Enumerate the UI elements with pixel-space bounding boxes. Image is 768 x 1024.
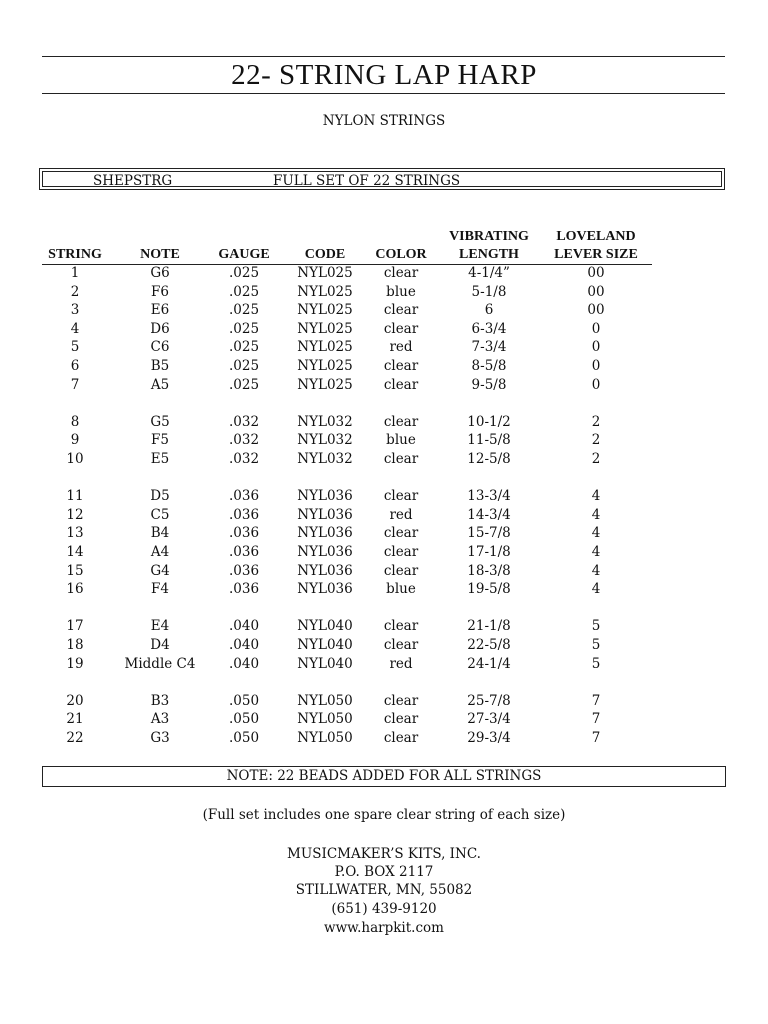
cell-gauge: .032 [228, 451, 260, 467]
cell-note: C5 [150, 506, 170, 523]
cell-string: 19 [66, 655, 84, 672]
cell-string: 3 [70, 302, 80, 319]
cell-code: NYL036 [297, 544, 353, 560]
table-row [0, 284, 768, 302]
cell-string: 14 [66, 544, 84, 560]
header-color: COLOR [375, 247, 427, 262]
company-city: STILLWATER, MN, 55082 [295, 882, 473, 898]
cell-code: NYL036 [297, 581, 353, 598]
cell-color: clear [383, 711, 419, 728]
company-po-box: P.O. BOX 2117 [334, 864, 434, 880]
full-set-box-inner [42, 171, 722, 187]
cell-lever-size: 0 [591, 339, 601, 356]
cell-vibrating-length: 4-1/4” [468, 265, 510, 281]
cell-code: NYL040 [297, 655, 353, 672]
cell-color: clear [383, 451, 419, 467]
cell-note: Middle C4 [124, 655, 196, 672]
cell-gauge: .025 [228, 302, 260, 319]
cell-gauge: .036 [228, 544, 260, 560]
cell-string: 21 [66, 711, 84, 728]
cell-gauge: .036 [228, 488, 260, 505]
cell-gauge: .036 [228, 581, 260, 598]
table-row [0, 302, 768, 320]
cell-string: 6 [70, 358, 80, 374]
company-name: MUSICMAKER’S KITS, INC. [287, 846, 481, 862]
cell-note: E5 [150, 451, 170, 467]
cell-vibrating-length: 8-5/8 [471, 358, 507, 374]
cell-lever-size: 5 [591, 618, 601, 635]
cell-vibrating-length: 22-5/8 [467, 637, 511, 653]
header-gauge: GAUGE [218, 247, 270, 262]
cell-code: NYL032 [297, 432, 353, 449]
full-set-box [39, 168, 725, 190]
cell-color: clear [383, 525, 419, 542]
cell-lever-size: 7 [591, 692, 601, 709]
cell-code: NYL050 [297, 692, 353, 709]
cell-vibrating-length: 6-3/4 [471, 320, 507, 337]
table-row [0, 525, 768, 543]
cell-color: clear [383, 376, 419, 393]
cell-note: A5 [150, 376, 170, 393]
cell-note: G3 [150, 730, 170, 746]
cell-note: B3 [150, 692, 170, 709]
header-code: CODE [304, 247, 346, 262]
cell-lever-size: 2 [591, 413, 601, 430]
cell-note: C6 [150, 339, 170, 356]
cell-code: NYL025 [297, 376, 353, 393]
cell-color: clear [383, 302, 419, 319]
cell-string: 5 [70, 339, 80, 356]
cell-lever-size: 4 [591, 562, 601, 579]
cell-code: NYL025 [297, 320, 353, 337]
cell-color: blue [386, 432, 416, 449]
beads-note-box: NOTE: 22 BEADS ADDED FOR ALL STRINGS [42, 766, 726, 787]
table-row [0, 693, 768, 711]
table-row [0, 377, 768, 395]
cell-vibrating-length: 29-3/4 [467, 730, 511, 746]
table-row [0, 730, 768, 748]
cell-vibrating-length: 15-7/8 [467, 525, 511, 542]
cell-note: D5 [150, 488, 170, 505]
cell-lever-size: 4 [591, 488, 601, 505]
table-row [0, 563, 768, 581]
table-row [0, 618, 768, 636]
cell-note: B4 [150, 525, 170, 542]
cell-code: NYL036 [297, 506, 353, 523]
top-rule [42, 56, 725, 57]
table-row [0, 656, 768, 674]
table-row [0, 488, 768, 506]
company-phone: (651) 439-9120 [331, 901, 437, 917]
cell-string: 7 [70, 376, 80, 393]
cell-color: clear [383, 692, 419, 709]
cell-code: NYL040 [297, 618, 353, 635]
cell-gauge: .025 [228, 376, 260, 393]
cell-vibrating-length: 11-5/8 [467, 432, 511, 449]
cell-string: 9 [70, 432, 80, 449]
cell-string: 12 [66, 506, 84, 523]
cell-lever-size: 7 [591, 730, 601, 746]
table-row [0, 265, 768, 283]
title-underline-rule [42, 93, 725, 94]
cell-string: 11 [66, 488, 84, 505]
cell-string: 17 [66, 618, 84, 635]
cell-gauge: .050 [228, 692, 260, 709]
cell-code: NYL025 [297, 302, 353, 319]
cell-code: NYL036 [297, 562, 353, 579]
cell-color: blue [386, 283, 416, 300]
header-lever-size: LEVER SIZE [554, 247, 638, 262]
cell-gauge: .025 [228, 265, 260, 281]
cell-note: B5 [150, 358, 170, 374]
cell-lever-size: 7 [591, 711, 601, 728]
cell-note: F4 [151, 581, 169, 598]
cell-vibrating-length: 9-5/8 [471, 376, 507, 393]
cell-note: A3 [150, 711, 170, 728]
cell-note: G4 [150, 562, 170, 579]
cell-lever-size: 00 [587, 265, 605, 281]
cell-vibrating-length: 25-7/8 [467, 692, 511, 709]
cell-lever-size: 00 [587, 283, 605, 300]
cell-color: clear [383, 265, 419, 281]
header-string: STRING [48, 247, 102, 262]
cell-gauge: .036 [228, 525, 260, 542]
cell-lever-size: 2 [591, 432, 601, 449]
header-length: LENGTH [459, 247, 519, 262]
cell-gauge: .050 [228, 711, 260, 728]
cell-string: 13 [66, 525, 84, 542]
header-note: NOTE [140, 247, 180, 262]
cell-note: E4 [150, 618, 170, 635]
cell-string: 4 [70, 320, 80, 337]
table-row [0, 321, 768, 339]
cell-string: 1 [70, 265, 80, 281]
table-row [0, 544, 768, 562]
cell-color: clear [383, 320, 419, 337]
cell-note: G6 [150, 265, 170, 281]
cell-vibrating-length: 24-1/4 [467, 655, 511, 672]
cell-string: 8 [70, 413, 80, 430]
cell-color: clear [383, 618, 419, 635]
table-row [0, 339, 768, 357]
cell-note: D6 [150, 320, 170, 337]
cell-vibrating-length: 7-3/4 [471, 339, 507, 356]
cell-gauge: .032 [228, 432, 260, 449]
cell-code: NYL040 [297, 637, 353, 653]
cell-string: 16 [66, 581, 84, 598]
cell-color: clear [383, 413, 419, 430]
company-website: www.harpkit.com [324, 920, 444, 936]
full-set-description: FULL SET OF 22 STRINGS [273, 173, 461, 189]
cell-lever-size: 5 [591, 655, 601, 672]
cell-note: F6 [151, 283, 169, 300]
cell-vibrating-length: 10-1/2 [467, 413, 511, 430]
cell-lever-size: 4 [591, 506, 601, 523]
cell-lever-size: 0 [591, 320, 601, 337]
cell-code: NYL025 [297, 283, 353, 300]
table-row [0, 432, 768, 450]
cell-lever-size: 2 [591, 451, 601, 467]
cell-lever-size: 00 [587, 302, 605, 319]
table-row [0, 637, 768, 655]
header-loveland: LOVELAND [556, 229, 636, 244]
cell-code: NYL050 [297, 711, 353, 728]
full-set-code: SHEPSTRG [93, 173, 173, 189]
cell-gauge: .025 [228, 320, 260, 337]
cell-color: clear [383, 358, 419, 374]
cell-vibrating-length: 14-3/4 [467, 506, 511, 523]
cell-note: F5 [151, 432, 169, 449]
page-title: 22- STRING LAP HARP [231, 59, 537, 91]
cell-lever-size: 5 [591, 637, 601, 653]
cell-code: NYL050 [297, 730, 353, 746]
table-row [0, 507, 768, 525]
cell-color: clear [383, 488, 419, 505]
header-vibrating: VIBRATING [449, 229, 529, 244]
cell-lever-size: 4 [591, 581, 601, 598]
cell-lever-size: 0 [591, 376, 601, 393]
table-row [0, 414, 768, 432]
cell-color: clear [383, 544, 419, 560]
cell-gauge: .025 [228, 339, 260, 356]
cell-color: clear [383, 730, 419, 746]
cell-note: G5 [150, 413, 170, 430]
cell-string: 2 [70, 283, 80, 300]
cell-vibrating-length: 27-3/4 [467, 711, 511, 728]
cell-color: clear [383, 562, 419, 579]
cell-vibrating-length: 12-5/8 [467, 451, 511, 467]
cell-string: 20 [66, 692, 84, 709]
page-subtitle: NYLON STRINGS [322, 113, 446, 129]
cell-code: NYL032 [297, 451, 353, 467]
cell-string: 10 [66, 451, 84, 467]
cell-vibrating-length: 13-3/4 [467, 488, 511, 505]
cell-vibrating-length: 21-1/8 [467, 618, 511, 635]
cell-lever-size: 4 [591, 525, 601, 542]
cell-note: D4 [150, 637, 170, 653]
cell-string: 15 [66, 562, 84, 579]
cell-code: NYL025 [297, 265, 353, 281]
cell-code: NYL032 [297, 413, 353, 430]
cell-gauge: .036 [228, 506, 260, 523]
cell-vibrating-length: 17-1/8 [467, 544, 511, 560]
table-row [0, 711, 768, 729]
cell-gauge: .050 [228, 730, 260, 746]
cell-note: A4 [150, 544, 170, 560]
cell-color: red [389, 339, 413, 356]
cell-code: NYL025 [297, 339, 353, 356]
cell-gauge: .040 [228, 637, 260, 653]
table-row [0, 451, 768, 469]
cell-lever-size: 0 [591, 358, 601, 374]
cell-gauge: .040 [228, 618, 260, 635]
cell-gauge: .025 [228, 358, 260, 374]
cell-string: 18 [66, 637, 84, 653]
cell-code: NYL025 [297, 358, 353, 374]
cell-color: blue [386, 581, 416, 598]
cell-string: 22 [66, 730, 84, 746]
cell-lever-size: 4 [591, 544, 601, 560]
cell-note: E6 [150, 302, 170, 319]
spare-note: (Full set includes one spare clear string of each size) [202, 807, 566, 823]
cell-vibrating-length: 18-3/8 [467, 562, 511, 579]
table-row [0, 358, 768, 376]
cell-vibrating-length: 19-5/8 [467, 581, 511, 598]
cell-color: red [389, 506, 413, 523]
cell-color: clear [383, 637, 419, 653]
cell-code: NYL036 [297, 488, 353, 505]
cell-vibrating-length: 5-1/8 [471, 283, 507, 300]
cell-gauge: .040 [228, 655, 260, 672]
cell-gauge: .032 [228, 413, 260, 430]
cell-code: NYL036 [297, 525, 353, 542]
cell-vibrating-length: 6 [484, 302, 494, 319]
cell-gauge: .025 [228, 283, 260, 300]
cell-color: red [389, 655, 413, 672]
table-row [0, 581, 768, 599]
cell-gauge: .036 [228, 562, 260, 579]
